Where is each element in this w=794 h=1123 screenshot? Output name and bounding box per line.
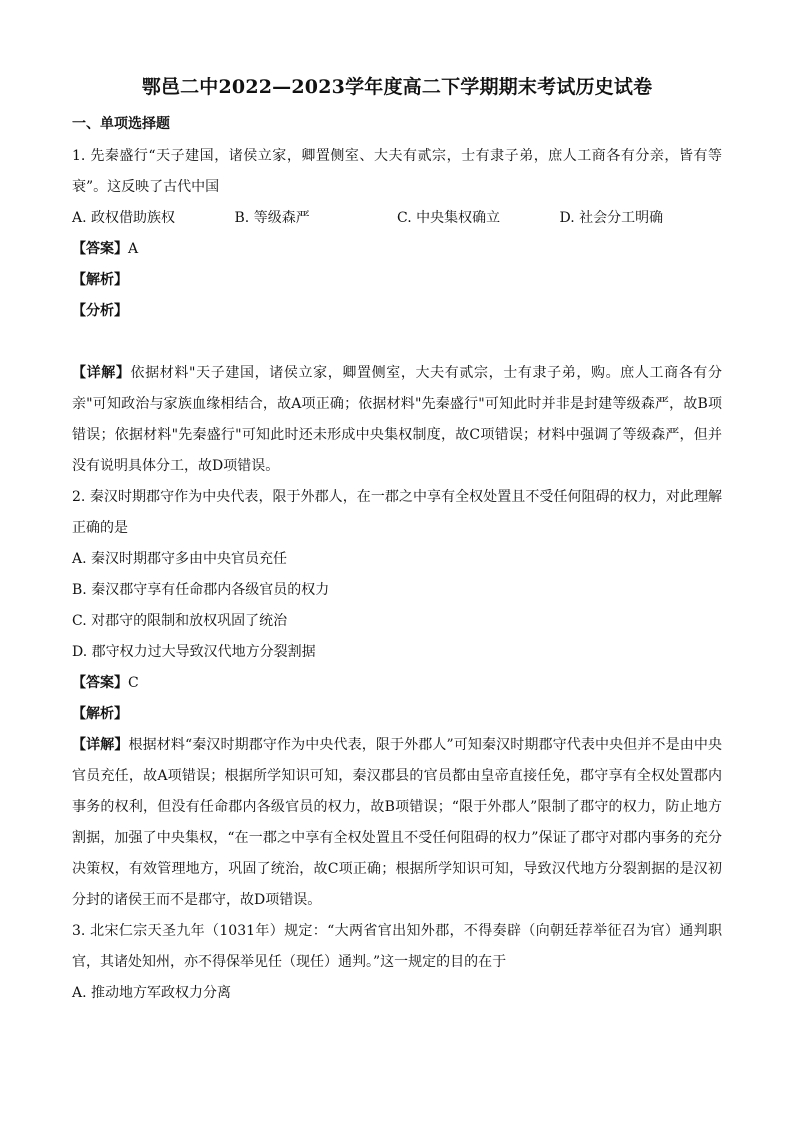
question-1-options [72, 203, 722, 234]
question-1-stem: 1. 先秦盛行“天子建国，诸侯立家，卿置侧室、大夫有贰宗，士有隶子弟，庶人工商各有分亲，皆有等衰”。这反映了古代中国 [72, 148, 722, 195]
answer-value: A [128, 241, 139, 257]
section-heading: 一、单项选择题 [72, 116, 170, 132]
detail-label: 【详解】 [72, 737, 129, 753]
question-1-option-b: B. 等级森严 [234, 210, 310, 226]
question-2-option-a: A. 秦汉时期郡守多由中央官员充任 [72, 551, 288, 567]
question-1-option-a: A. 政权借助族权 [72, 210, 176, 226]
answer-label: 【答案】 [72, 241, 128, 257]
question-3 [72, 916, 722, 1009]
blank-line [72, 327, 722, 358]
detail-label: 【详解】 [72, 365, 131, 381]
question-3-option-a: A. 推动地方军政权力分离 [72, 985, 232, 1001]
question-2-option-b: B. 秦汉郡守享有任命郡内各级官员的权力 [72, 582, 330, 598]
question-2-option-d: D. 郡守权力过大导致汉代地方分裂割据 [72, 644, 316, 660]
question-2 [72, 482, 722, 916]
answer-label: 【答案】 [72, 675, 128, 691]
question-1-option-c: C. 中央集权确立 [397, 210, 501, 226]
detail-text: 依据材料"天子建国，诸侯立家，卿置侧室，大夫有贰宗，士有隶子弟，购。庶人工商各有分亲"可知政治与家族血缘相结合，故A项正确；依据材料"先秦盛行"可知此时并非是封建等级森严，故B项错误；依据材料"先秦盛行"可知此时还未形成中央集权制度，故C项错误；材料中强调了等级森严，但并没有说明具体分工，故D项错误。 [72, 365, 723, 474]
question-2-analysis-label: 【解析】 [72, 706, 128, 722]
page-title: 鄂邑二中2022—2023学年度高二下学期期末考试历史试卷 [141, 76, 653, 98]
question-2-answer [72, 668, 722, 699]
question-1 [72, 141, 722, 482]
question-2-option-c: C. 对郡守的限制和放权巩固了统治 [72, 613, 288, 629]
question-1-detail [72, 358, 722, 482]
question-3-stem: 3. 北宋仁宗天圣九年（1031年）规定：“大两省官出知外郡，不得奏辟（向朝廷荐举征召为官）通判职官，其诸处知州，亦不得保举见任（现任）通判。”这一规定的目的在于 [72, 923, 722, 970]
question-1-option-d: D. 社会分工明确 [559, 210, 664, 226]
detail-text: 根据材料“秦汉时期郡守作为中央代表，限于外郡人”可知秦汉时期郡守代表中央但并不是由中央官员充任，故A项错误；根据所学知识可知，秦汉郡县的官员都由皇帝直接任免，郡守享有全权处置郡内事务的权利，但没有任命郡内各级官员的权力，故B项错误；“限于外郡人”限制了郡守的权力，防止地方割据，加强了中央集权，“在一郡之中享有全权处置且不受任何阻碍的权力”保证了郡守对郡内事务的充分决策权，有效管理地方，巩固了统治，故C项正确；根据所学知识可知，导致汉代地方分裂割据的是汉初分封的诸侯王而不是郡守，故D项错误。 [72, 737, 723, 908]
question-2-stem: 2. 秦汉时期郡守作为中央代表，限于外郡人，在一郡之中享有全权处置且不受任何阻碍的权力，对此理解正确的是 [72, 489, 722, 536]
question-1-analysis-label: 【解析】 [72, 272, 128, 288]
question-1-answer [72, 234, 722, 265]
question-1-fenxi-label: 【分析】 [72, 303, 128, 319]
answer-value: C [128, 675, 139, 691]
question-2-detail [72, 730, 722, 916]
